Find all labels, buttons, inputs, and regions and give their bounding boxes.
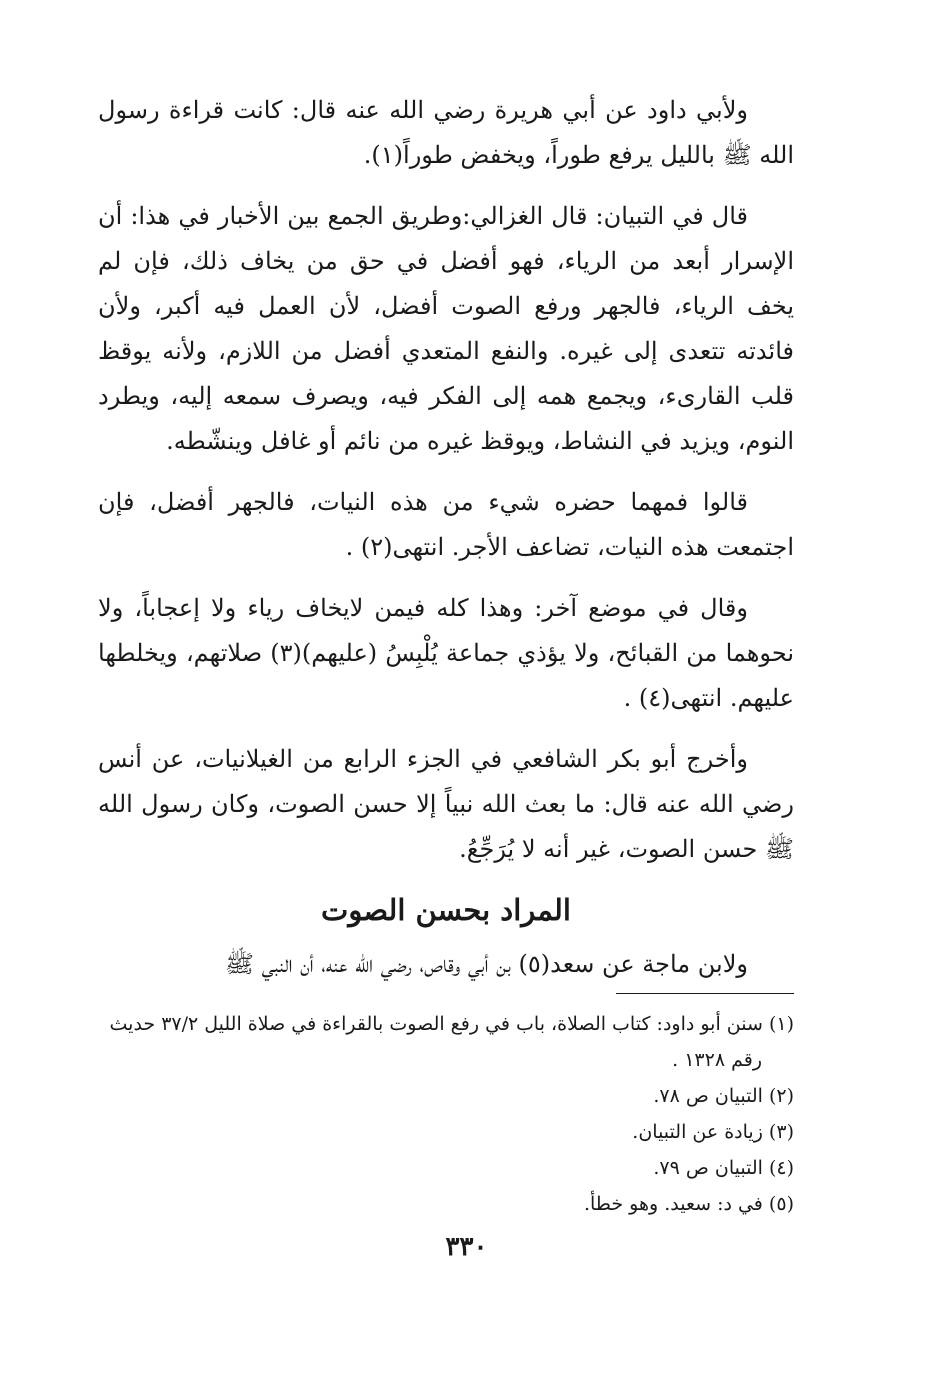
footnote-divider — [616, 993, 794, 994]
paragraph-2: قال في التبيان: قال الغزالي:وطريق الجمع بين الأخبار في هذا: أن الإسرار أبعد من الرياء، فهو أفضل في حق من يخاف ذلك، فإن لم يخف الرياء، فالجهر ورفع الصوت أفضل، لأن العمل فيه أكبر، ولأن فائدته تتعدى إلى غيره. والنفع المتعدي أفضل من اللازم، ولأنه يوقظ قلب القارىء، ويجمع همه إلى الفكر فيه، ويصرف سمعه إليه، ويطرد النوم، ويزيد في النشاط، ويوقظ غيره من نائم أو غافل وينشّطه. — [98, 202, 794, 455]
footnote-1: (١) سنن أبو داود: كتاب الصلاة، باب في رفع الصوت بالقراءة في صلاة الليل ٣٧/٢ حديث رقم ١٣٢٨ . — [109, 1013, 794, 1071]
section-heading: المراد بحسن الصوت — [321, 893, 571, 927]
page-body — [98, 88, 794, 1222]
footnote-2: (٢) التبيان ص ٧٨. — [653, 1085, 794, 1107]
page-number: ٣٣٠ — [445, 1232, 488, 1262]
paragraph-3: قالوا فمهما حضره شيء من هذه النيات، فالجهر أفضل، فإن اجتمعت هذه النيات، تضاعف الأجر. انتهى(٢) . — [98, 488, 794, 561]
paragraph-1: ولأبي داود عن أبي هريرة رضي الله عنه قال: كانت قراءة رسول الله ﷺ بالليل يرفع طوراً، ويخفض طوراً(١). — [98, 96, 794, 169]
paragraph-5: وأخرج أبو بكر الشافعي في الجزء الرابع من الغيلانيات، عن أنس رضي الله عنه قال: ما بعث الله نبياً إلا حسن الصوت، وكان رسول الله ﷺ حسن الصوت، غير أنه لا يُرَجِّعُ. — [98, 745, 794, 863]
footnote-5: (٥) في د: سعيد. وهو خطأ. — [583, 1193, 794, 1215]
paragraph-4: وقال في موضع آخر: وهذا كله فيمن لايخاف رياء ولا إعجاباً، ولا نحوهما من القبائح، ولا يؤذي جماعة يُلْبِسُ (عليهم)(٣) صلاتهم، ويخلطها عليهم. انتهى(٤) . — [98, 594, 794, 712]
footnotes — [98, 1006, 794, 1222]
footnote-3: (٣) زيادة عن التبيان. — [632, 1121, 794, 1143]
paragraph-6: ولابن ماجة عن سعد(٥) بن أبي وقاص، رضي الله عنه، أن النبي ﷺ — [224, 950, 748, 978]
footnote-4: (٤) التبيان ص ٧٩. — [653, 1157, 794, 1179]
